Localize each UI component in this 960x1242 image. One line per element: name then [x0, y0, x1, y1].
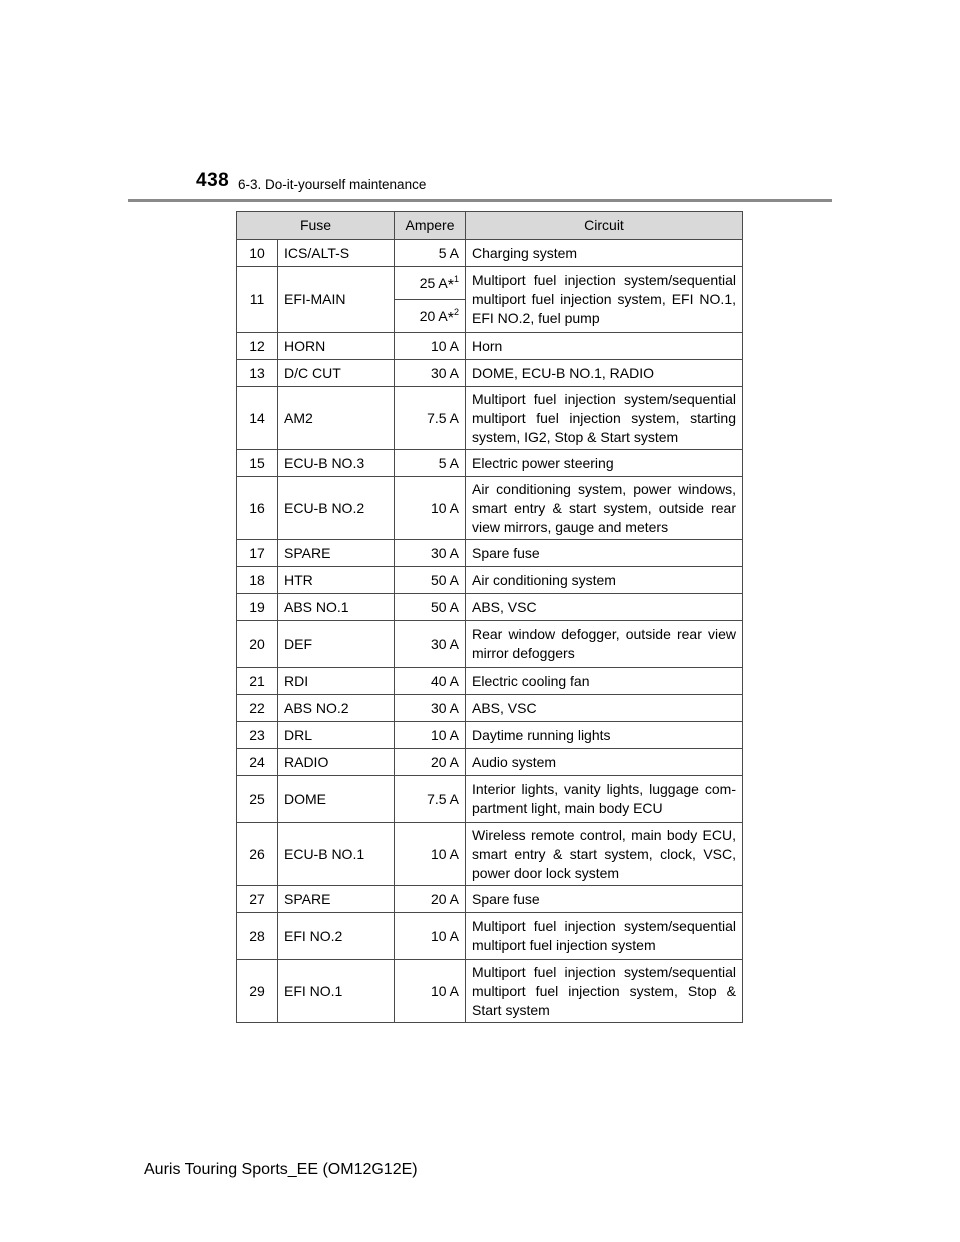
fuse-number: 24	[237, 749, 278, 776]
fuse-ampere: 10 A	[395, 960, 466, 1023]
table-row	[237, 267, 743, 300]
column-header-fuse: Fuse	[237, 212, 395, 240]
table-row	[237, 567, 743, 594]
fuse-ampere	[395, 300, 466, 333]
fuse-ampere: 50 A	[395, 567, 466, 594]
fuse-number: 27	[237, 886, 278, 913]
footer-model-code: Auris Touring Sports_EE (OM12G12E)	[144, 1161, 418, 1178]
fuse-number: 12	[237, 333, 278, 360]
table-row	[237, 450, 743, 477]
table-row	[237, 913, 743, 960]
fuse-name: EFI NO.2	[278, 913, 395, 960]
fuse-name: ICS/ALT-S	[278, 240, 395, 267]
fuse-name: RADIO	[278, 749, 395, 776]
fuse-name: DOME	[278, 776, 395, 823]
table-row	[237, 477, 743, 540]
ampere-value: 25 A	[419, 274, 448, 291]
fuse-ampere: 30 A	[395, 540, 466, 567]
fuse-circuit: Multiport fuel injection system/sequential multiport fuel injection system, Stop & Start system	[466, 960, 743, 1023]
fuse-name: HORN	[278, 333, 395, 360]
table-row	[237, 621, 743, 668]
table-row	[237, 960, 743, 1023]
fuse-circuit: Spare fuse	[466, 886, 743, 913]
fuse-name: AM2	[278, 387, 395, 450]
footnote-asterisk-icon: *	[447, 309, 454, 327]
fuse-number: 10	[237, 240, 278, 267]
fuse-ampere	[395, 267, 466, 300]
fuse-circuit: Multiport fuel injection system/sequential multiport fuel injection system	[466, 913, 743, 960]
fuse-ampere: 30 A	[395, 621, 466, 668]
fuse-ampere: 7.5 A	[395, 776, 466, 823]
fuse-name: ECU-B NO.1	[278, 823, 395, 886]
fuse-number: 16	[237, 477, 278, 540]
fuse-circuit: Charging system	[466, 240, 743, 267]
fuse-number: 28	[237, 913, 278, 960]
fuse-circuit: Multiport fuel injection system/sequential multiport fuel injection system, starting system, IG2, Stop & Start system	[466, 387, 743, 450]
fuse-number: 29	[237, 960, 278, 1023]
fuse-name: SPARE	[278, 540, 395, 567]
fuse-name: ECU-B NO.2	[278, 477, 395, 540]
fuse-table	[236, 211, 743, 1023]
header-divider	[128, 199, 832, 202]
fuse-circuit: Audio system	[466, 749, 743, 776]
fuse-ampere: 5 A	[395, 450, 466, 477]
fuse-ampere: 10 A	[395, 823, 466, 886]
table-row	[237, 240, 743, 267]
fuse-name: EFI NO.1	[278, 960, 395, 1023]
fuse-number: 20	[237, 621, 278, 668]
fuse-name: D/C CUT	[278, 360, 395, 387]
fuse-name: HTR	[278, 567, 395, 594]
table-row	[237, 360, 743, 387]
fuse-name: ECU-B NO.3	[278, 450, 395, 477]
fuse-circuit: Spare fuse	[466, 540, 743, 567]
fuse-circuit: DOME, ECU-B NO.1, RADIO	[466, 360, 743, 387]
fuse-number: 22	[237, 695, 278, 722]
table-row	[237, 886, 743, 913]
fuse-number: 25	[237, 776, 278, 823]
fuse-ampere: 20 A	[395, 886, 466, 913]
fuse-name: DRL	[278, 722, 395, 749]
fuse-number: 15	[237, 450, 278, 477]
column-header-circuit: Circuit	[466, 212, 743, 240]
ampere-value: 20 A	[419, 307, 448, 324]
fuse-circuit: Rear window defogger, outside rear view mirror defoggers	[466, 621, 743, 668]
fuse-circuit: ABS, VSC	[466, 695, 743, 722]
fuse-circuit: Daytime running lights	[466, 722, 743, 749]
fuse-number: 11	[237, 267, 278, 333]
table-row	[237, 668, 743, 695]
fuse-circuit: Interior lights, vanity lights, luggage com-partment light, main body ECU	[466, 776, 743, 823]
fuse-ampere: 5 A	[395, 240, 466, 267]
fuse-number: 23	[237, 722, 278, 749]
fuse-circuit: Air conditioning system	[466, 567, 743, 594]
fuse-ampere: 10 A	[395, 477, 466, 540]
fuse-number: 17	[237, 540, 278, 567]
table-row	[237, 823, 743, 886]
fuse-ampere: 10 A	[395, 913, 466, 960]
fuse-ampere: 20 A	[395, 749, 466, 776]
fuse-number: 13	[237, 360, 278, 387]
section-title: 6-3. Do-it-yourself maintenance	[238, 177, 427, 192]
fuse-number: 18	[237, 567, 278, 594]
table-row	[237, 540, 743, 567]
fuse-ampere: 10 A	[395, 722, 466, 749]
fuse-circuit: Wireless remote control, main body ECU, smart entry & start system, clock, VSC, power door lock system	[466, 823, 743, 886]
fuse-circuit: Multiport fuel injection system/sequential multiport fuel injection system, EFI NO.1, EFI NO.2, fuel pump	[466, 267, 743, 333]
fuse-number: 21	[237, 668, 278, 695]
fuse-ampere: 10 A	[395, 333, 466, 360]
table-row	[237, 594, 743, 621]
footnote-number: 1	[453, 273, 459, 284]
table-row	[237, 387, 743, 450]
table-row	[237, 695, 743, 722]
fuse-ampere: 50 A	[395, 594, 466, 621]
fuse-ampere: 40 A	[395, 668, 466, 695]
fuse-circuit: ABS, VSC	[466, 594, 743, 621]
footnote-number: 2	[453, 306, 459, 317]
fuse-circuit: Electric power steering	[466, 450, 743, 477]
fuse-name: ABS NO.2	[278, 695, 395, 722]
fuse-ampere: 30 A	[395, 695, 466, 722]
fuse-name: SPARE	[278, 886, 395, 913]
fuse-number: 26	[237, 823, 278, 886]
page-number: 438	[196, 170, 230, 191]
fuse-name: EFI-MAIN	[278, 267, 395, 333]
fuse-name: ABS NO.1	[278, 594, 395, 621]
fuse-ampere: 30 A	[395, 360, 466, 387]
table-row	[237, 776, 743, 823]
table-header-row	[237, 212, 743, 240]
fuse-ampere: 7.5 A	[395, 387, 466, 450]
footnote-asterisk-icon: *	[447, 276, 454, 294]
table-row	[237, 333, 743, 360]
fuse-number: 14	[237, 387, 278, 450]
fuse-circuit: Air conditioning system, power windows, smart entry & start system, outside rear view mirrors, gauge and meters	[466, 477, 743, 540]
table-row	[237, 722, 743, 749]
column-header-ampere: Ampere	[395, 212, 466, 240]
fuse-circuit: Electric cooling fan	[466, 668, 743, 695]
fuse-circuit: Horn	[466, 333, 743, 360]
fuse-name: DEF	[278, 621, 395, 668]
table-row	[237, 749, 743, 776]
fuse-number: 19	[237, 594, 278, 621]
fuse-name: RDI	[278, 668, 395, 695]
